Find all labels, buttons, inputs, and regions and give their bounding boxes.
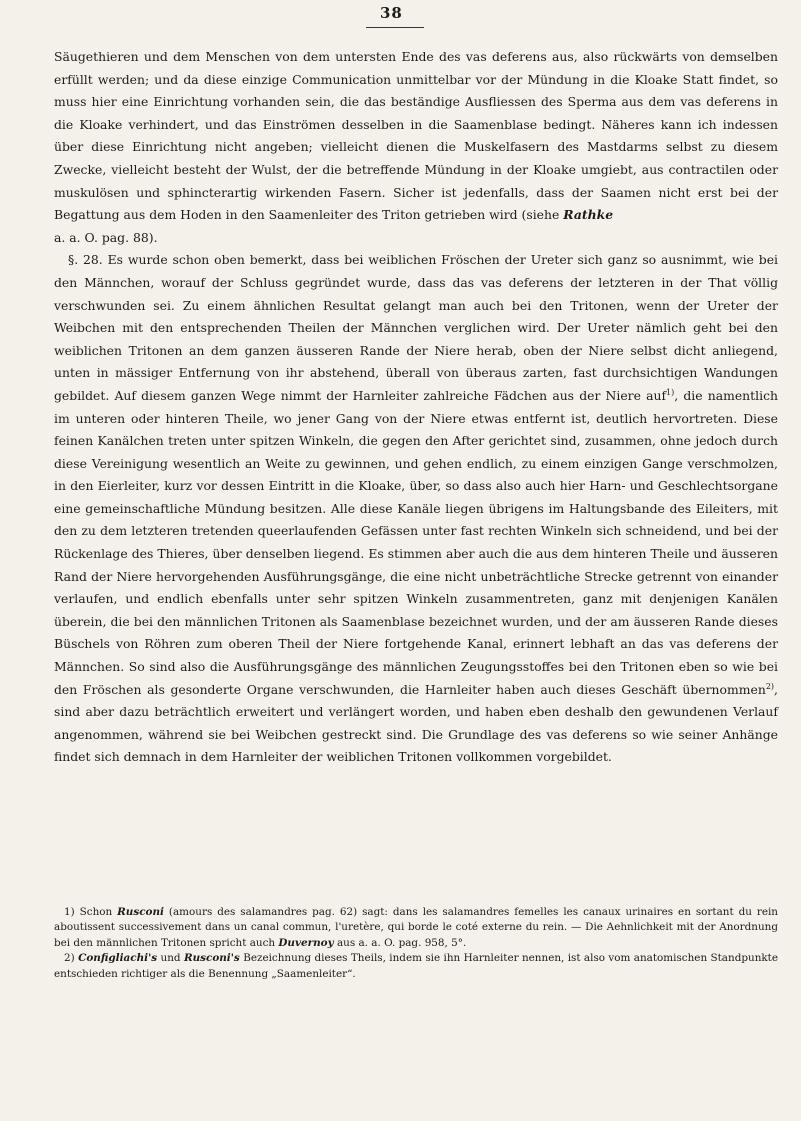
- paragraph-continuation: [54, 46, 778, 227]
- section-text-part3: , sind aber dazu beträchtlich erweitert und verlängert worden, und haben eben deshalb den gewundenen Verlauf angenommen, während sie bei Weibchen gestreckt sind. Die Grundlage des vas deferens so wie seiner Anhänge findet sich demnach in dem Harnleiter der weiblichen Tritonen vollkommen vorgebildet.: [54, 681, 778, 765]
- footnote-author: Rusconi's: [183, 952, 240, 965]
- footnote-text: Schon: [79, 906, 113, 918]
- footnotes: [54, 905, 778, 982]
- citation-author: Rathke: [563, 207, 614, 223]
- footnote-text: (amours des salamandres pag. 62) sagt: dans les salamandres femelles les canaux urinaires en sortant du rein aboutissent successivement dans un canal commun, l'uretère, qui borde le coté externe du rein. — Die Aehnlichkeit mit der Anordnung bei den männlichen Tritonen spricht auch: [54, 906, 778, 949]
- footnote-author: Rusconi: [117, 906, 164, 918]
- section-text-part1: Es wurde schon oben bemerkt, dass bei weiblichen Fröschen der Ureter sich ganz so ausnimmt, wie bei den Männchen, worauf der Schluss gegründet wurde, dass das vas deferens der letzteren in der That völlig verschwunden sei. Zu einem ähnlichen Resultat gelangt man auch bei den Tritonen, wenn der Ureter der Weibchen mit den entsprechenden Theilen der Männchen verglichen wird. Der Ureter nämlich geht bei den weiblichen Tritonen an dem ganzen äusseren Rande der Niere herab, oben der Niere selbst dicht anliegend, unten in mässiger Entfernung von ihr abstehend, überall von überaus zarten, fast durchsichtigen Wandungen gebildet. Auf diesem ganzen Wege nimmt der Harnleiter zahlreiche Fädchen aus der Niere auf: [54, 252, 778, 403]
- citation-line: a. a. O. pag. 88).: [54, 229, 158, 245]
- section-28-paragraph: [54, 249, 778, 769]
- footnote-author: Configliachi's: [78, 952, 158, 965]
- page-number: 38: [380, 4, 403, 22]
- section-mark: §. 28.: [68, 252, 103, 268]
- main-text: [54, 46, 778, 769]
- footnote-author: Duvernoy: [278, 936, 334, 949]
- section-text-part2: , die namentlich im unteren oder hinteren Theile, wo jener Gang von der Niere etwas entfernt ist, deutlich hervortreten. Diese feinen Kanälchen treten unter spitzen Winkeln, die gegen den After gerichtet sind, zusammen, ohne jedoch durch diese Vereinigung wesentlich an Weite zu gewinnen, und gehen endlich, zu einem einzigen Gange verschmolzen, in den Eierleiter, kurz vor dessen Eintritt in die Kloake, über, so dass also auch hier Harn- und Geschlechtsorgane eine gemeinschaftliche Mündung besitzen. Alle diese Kanäle liegen übrigens im Haltungsbande des Eileiters, mit den zu dem letzteren tretenden queerlaufenden Gefässen unter fast rechten Winkeln sich schneidend, und bei der Rückenlage des Thieres, über denselben liegend. Es stimmen aber auch die aus dem hinteren Theile und äusseren Rand der Niere hervorgehenden Ausführungsgänge, die eine nicht unbeträchtliche Strecke getrennt von einander verlaufen, und endlich ebenfalls unter sehr spitzen Winkeln zusammentreten, ganz mit denjenigen Kanälen überein, die bei den männlichen Tritonen als Saamenblase bezeichnet wurden, und der am äusseren Rande dieses Büschels von Röhren zum oberen Theil der Niere fortgehende Kanal, erinnert lebhaft an das vas deferens der Männchen. So sind also die Ausführungsgänge des männlichen Zeugungsstoffes bei den Tritonen eben so wie bei den Fröschen als gesonderte Organe verschwunden, die Harnleiter haben auch dieses Geschäft übernommen: [54, 387, 778, 697]
- footnote-separator: [54, 895, 778, 896]
- footnote-ref-1: 1): [666, 387, 675, 397]
- footnote-text: Bezeichnung dieses Theils, indem sie ihn Harnleiter nennen, ist also vom anatomischen Standpunkte entschieden richtiger als die Benennung „Saamenleiter“.: [54, 952, 779, 980]
- footnote-text: aus a. a. O. pag. 958, 5°.: [336, 936, 467, 949]
- footnote-text: und: [160, 952, 181, 965]
- page-number-underline: [366, 27, 424, 28]
- footnote-2: [54, 951, 778, 982]
- footnote-ref-2: 2): [765, 681, 775, 691]
- footnote-number: 2): [64, 952, 75, 965]
- footnote-number: 1): [64, 906, 75, 918]
- footnote-1: [54, 905, 778, 951]
- paragraph-text: Säugethieren und dem Menschen von dem untersten Ende des vas deferens aus, also rückwärts von demselben erfüllt werden; und da diese einzige Communication unmittelbar vor der Mündung in die Kloake Statt findet, so muss hier eine Einrichtung vorhanden sein, die das beständige Ausfliessen des Sperma aus dem vas deferens in die Kloake verhindert, und das Einströmen desselben in die Saamenblase bedingt. Näheres kann ich indessen über diese Einrichtung nicht angeben; vielleicht dienen die Muskelfasern des Mastdarms selbst zu diesem Zwecke, vielleicht besteht der Wulst, der die betreffende Mündung in der Kloake umgiebt, aus contractilen oder muskulösen und sphincterartig wirkenden Fasern. Sicher ist jedenfalls, dass der Saamen nicht erst bei der Begattung aus dem Hoden in den Saamenleiter des Triton getrieben wird (siehe: [54, 49, 778, 223]
